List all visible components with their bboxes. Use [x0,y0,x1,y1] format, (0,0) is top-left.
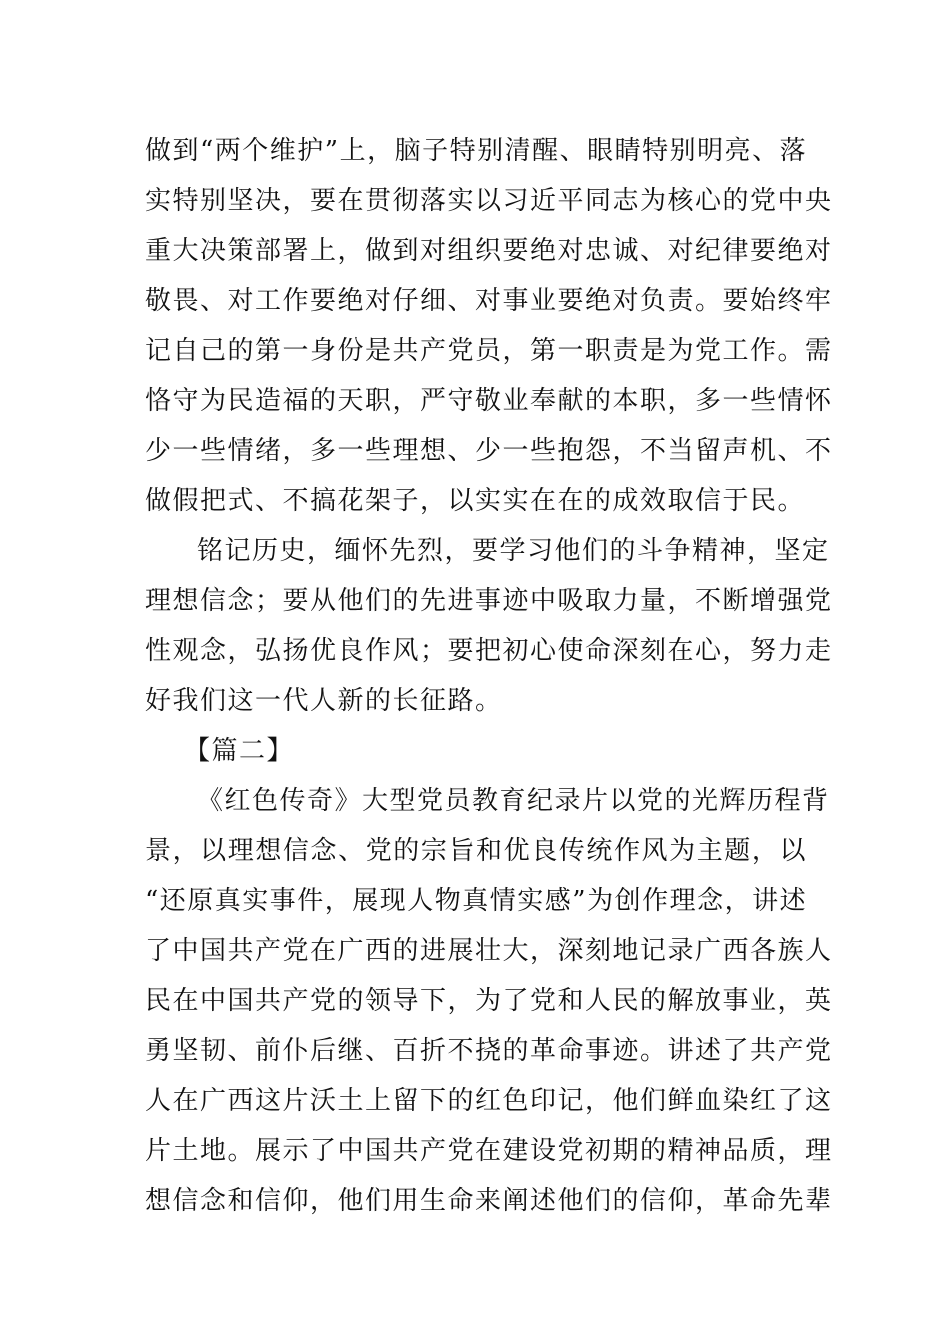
text-line: 恪守为民造福的天职，严守敬业奉献的本职，多一些情怀 [145,386,833,416]
paragraph [145,126,833,526]
text-line: 民在中国共产党的领导下，为了党和人民的解放事业，英 [145,986,833,1016]
text-line: 重大决策部署上，做到对组织要绝对忠诚、对纪律要绝对 [145,236,833,266]
section-heading: 【篇二】 [184,736,295,766]
document-body [145,126,833,1226]
text-line: 《红色传奇》大型党员教育纪录片以党的光辉历程背 [197,786,830,816]
text-line: “还原真实事件，展现人物真情实感”为创作理念，讲述 [145,886,808,916]
text-line: 少一些情绪，多一些理想、少一些抱怨，不当留声机、不 [145,436,833,466]
text-line: 人在广西这片沃土上留下的红色印记，他们鲜血染红了这 [145,1086,833,1116]
text-line: 做假把式、不搞花架子，以实实在在的成效取信于民。 [145,486,806,516]
text-line: 性观念，弘扬优良作风；要把初心使命深刻在心，努力走 [145,636,833,666]
text-line: 勇坚韧、前仆后继、百折不挠的革命事迹。讲述了共产党 [145,1036,833,1066]
text-line: 铭记历史，缅怀先烈，要学习他们的斗争精神，坚定 [197,536,830,566]
text-line: 记自己的第一身份是共产党员，第一职责是为党工作。需 [145,336,833,366]
paragraph [145,776,833,1226]
paragraph [145,526,833,726]
text-line: 了中国共产党在广西的进展壮大，深刻地记录广西各族人 [145,936,833,966]
text-line: 片土地。展示了中国共产党在建设党初期的精神品质，理 [145,1136,833,1166]
text-line: 好我们这一代人新的长征路。 [145,686,503,716]
text-line: 敬畏、对工作要绝对仔细、对事业要绝对负责。要始终牢 [145,286,833,316]
text-line: 实特别坚决，要在贯彻落实以习近平同志为核心的党中央 [145,186,833,216]
text-line: 景，以理想信念、党的宗旨和优良传统作风为主题，以 [145,836,807,866]
text-line: 做到“两个维护”上，脑子特别清醒、眼睛特别明亮、落 [145,136,808,166]
text-line: 理想信念；要从他们的先进事迹中吸取力量，不断增强党 [145,586,833,616]
text-line: 想信念和信仰，他们用生命来阐述他们的信仰，革命先辈 [145,1186,833,1216]
